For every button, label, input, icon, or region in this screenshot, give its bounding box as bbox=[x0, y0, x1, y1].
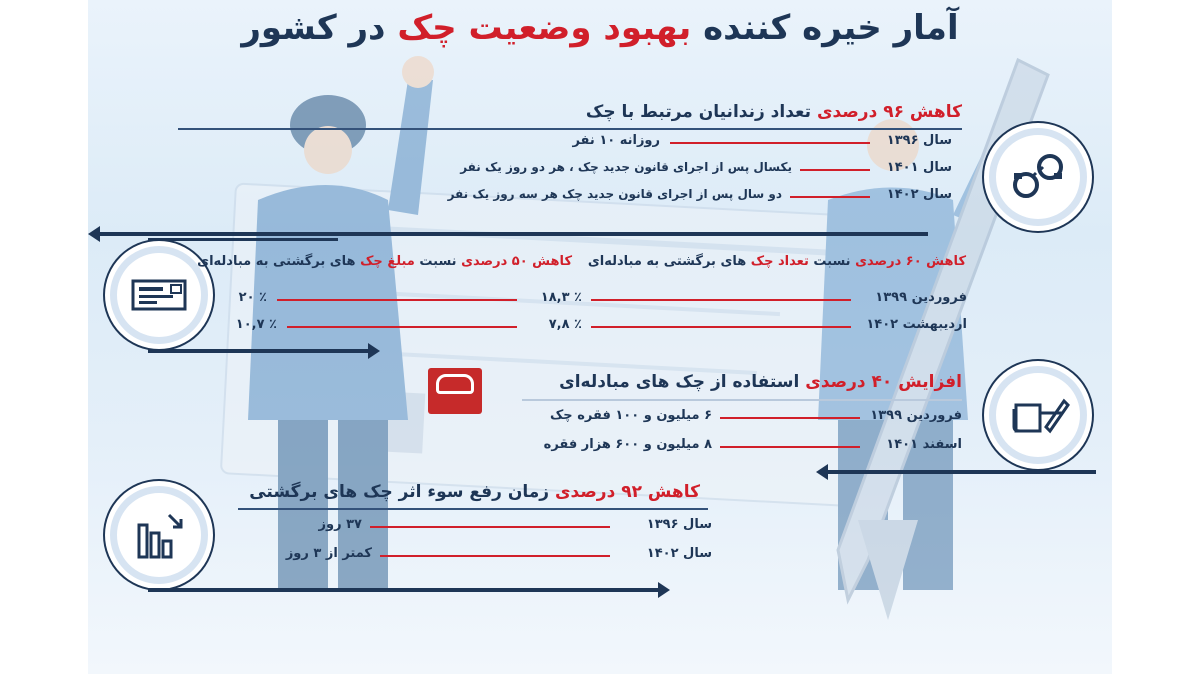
section2-bottom-connector bbox=[148, 349, 368, 353]
red-divider bbox=[591, 326, 851, 328]
section4-connector-line bbox=[148, 588, 658, 592]
section3-connector-line bbox=[826, 470, 1096, 474]
section2-count-heading bbox=[588, 254, 966, 269]
red-divider bbox=[670, 142, 870, 144]
amount-heading-mid: نسبت bbox=[414, 254, 462, 269]
section1-row-value: روزانه ۱۰ نفر bbox=[572, 133, 660, 148]
red-divider bbox=[790, 196, 870, 198]
section2-amount-value: ٪ ۲۰ bbox=[238, 290, 267, 305]
section1-row-3 bbox=[412, 187, 952, 207]
tasnim-logo-icon bbox=[428, 368, 482, 414]
title-part-2: در کشور bbox=[241, 8, 398, 48]
section2-row-label: فروردین ۱۳۹۹ bbox=[875, 290, 967, 305]
bar-chart-down-icon-badge bbox=[110, 486, 208, 584]
red-divider bbox=[277, 299, 517, 301]
section1-row-value: یکسال پس از اجرای قانون جدید چک ، هر دو روز یک نفر bbox=[460, 160, 792, 174]
section3-heading bbox=[559, 372, 962, 392]
document-pen-icon bbox=[1006, 383, 1070, 447]
section3-heading-text: استفاده از چک های مبادله‌ای bbox=[559, 372, 806, 392]
section1-heading-text: تعداد زندانیان مرتبط با چک bbox=[585, 102, 817, 122]
bank-check-icon bbox=[127, 263, 191, 327]
section2-row-2 bbox=[227, 317, 967, 337]
red-divider bbox=[720, 417, 860, 419]
section2-arrow-head bbox=[368, 343, 380, 359]
section1-heading bbox=[586, 102, 962, 122]
section2-row-1 bbox=[227, 290, 967, 310]
section2-row-label: اردیبهشت ۱۴۰۲ bbox=[866, 317, 967, 332]
section1-row-label: سال ۱۴۰۲ bbox=[886, 187, 952, 202]
section1-row-label: سال ۱۳۹۶ bbox=[886, 133, 952, 148]
red-divider bbox=[591, 299, 851, 301]
section2-count-value: ٪ ۷,۸ bbox=[548, 317, 582, 332]
section1-heading-underline bbox=[178, 128, 962, 130]
bar-chart-down-icon bbox=[127, 503, 191, 567]
amount-heading-highlight-2: مبلغ چک bbox=[360, 254, 415, 269]
section1-row-label: سال ۱۴۰۱ bbox=[886, 160, 952, 175]
handcuffs-icon-badge bbox=[989, 128, 1087, 226]
section3-row-label: اسفند ۱۴۰۱ bbox=[886, 437, 962, 452]
section3-row-label: فروردین ۱۳۹۹ bbox=[870, 408, 962, 423]
section4-heading-text: زمان رفع سوء اثر چک های برگشتی bbox=[249, 482, 555, 502]
section3-row-1 bbox=[532, 408, 962, 428]
count-heading-highlight: کاهش ۶۰ درصدی bbox=[855, 254, 966, 269]
section1-row-1 bbox=[412, 133, 952, 153]
section3-heading-highlight: افزایش ۴۰ درصدی bbox=[805, 372, 962, 392]
red-divider bbox=[287, 326, 517, 328]
section1-row-2 bbox=[412, 160, 952, 180]
logo-mark bbox=[436, 374, 474, 394]
bank-check-icon-badge bbox=[110, 246, 208, 344]
count-heading-mid: نسبت bbox=[808, 254, 856, 269]
red-divider bbox=[720, 446, 860, 448]
section2-amount-value: ٪ ۱۰,۷ bbox=[235, 317, 277, 332]
handcuffs-icon bbox=[1006, 145, 1070, 209]
section4-row-1 bbox=[272, 517, 712, 537]
section4-row-2 bbox=[272, 546, 712, 566]
section4-heading-highlight: کاهش ۹۲ درصدی bbox=[554, 482, 700, 502]
red-divider bbox=[370, 526, 610, 528]
page-title bbox=[88, 8, 1112, 48]
section1-arrow-head bbox=[88, 226, 100, 242]
section4-row-label: سال ۱۴۰۲ bbox=[646, 546, 712, 561]
section3-arrow-head bbox=[816, 464, 828, 480]
section2-count-value: ٪ ۱۸,۳ bbox=[540, 290, 582, 305]
count-heading-highlight-2: تعداد چک bbox=[750, 254, 809, 269]
red-divider bbox=[380, 555, 610, 557]
section1-connector-line bbox=[98, 232, 928, 236]
count-heading-text: های برگشتی به مبادله‌ای bbox=[587, 254, 751, 269]
section3-row-2 bbox=[532, 437, 962, 457]
section4-row-value: کمتر از ۳ روز bbox=[285, 546, 372, 561]
section3-row-value: ۶ میلیون و ۱۰۰ فقره چک bbox=[550, 408, 712, 423]
section2-top-connector bbox=[148, 238, 338, 241]
section1-heading-highlight: کاهش ۹۶ درصدی bbox=[816, 102, 962, 122]
section3-row-value: ۸ میلیون و ۶۰۰ هزار فقره bbox=[543, 437, 712, 452]
title-part-1: آمار خیره کننده bbox=[691, 8, 959, 48]
section4-row-value: ۳۷ روز bbox=[318, 517, 362, 532]
section4-heading-underline bbox=[238, 508, 708, 510]
section2-amount-heading bbox=[197, 254, 572, 269]
title-highlight: بهبود وضعیت چک bbox=[397, 8, 692, 48]
section3-heading-underline bbox=[522, 399, 962, 401]
section4-heading bbox=[249, 482, 700, 502]
red-divider bbox=[800, 169, 870, 171]
infographic-poster bbox=[88, 0, 1112, 674]
amount-heading-text: های برگشتی به مبادله‌ای bbox=[197, 254, 361, 269]
document-pen-icon-badge bbox=[989, 366, 1087, 464]
section4-row-label: سال ۱۳۹۶ bbox=[646, 517, 712, 532]
section4-arrow-head bbox=[658, 582, 670, 598]
amount-heading-highlight: کاهش ۵۰ درصدی bbox=[461, 254, 572, 269]
section1-row-value: دو سال پس از اجرای قانون جدید چک هر سه روز یک نفر bbox=[447, 187, 782, 201]
